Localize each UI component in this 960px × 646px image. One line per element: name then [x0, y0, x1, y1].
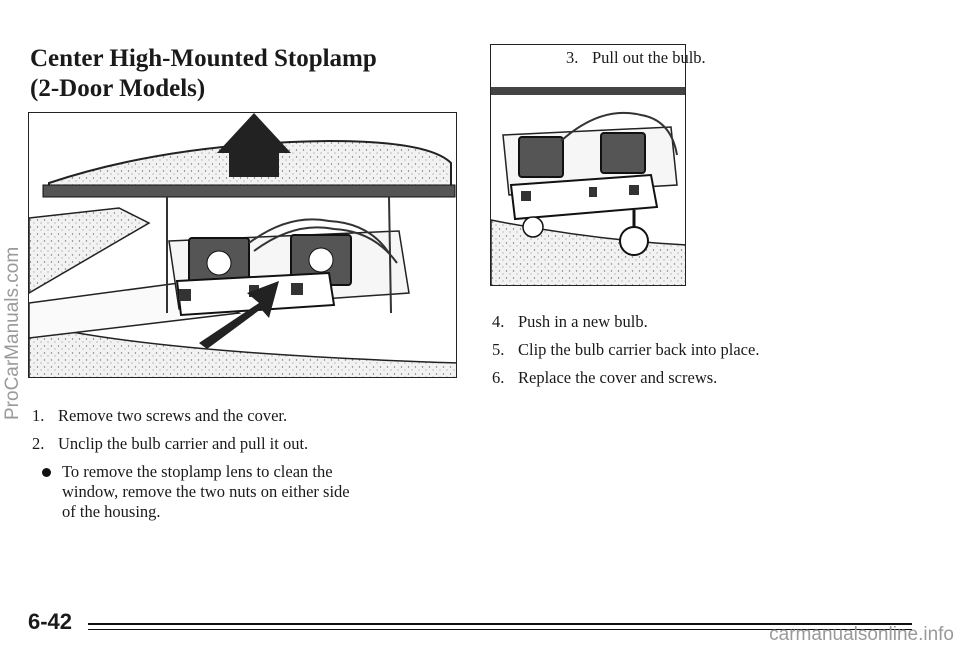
section-title — [30, 44, 377, 104]
bullet-line-3: of the housing. — [62, 502, 161, 521]
step-number: 2. — [32, 434, 45, 453]
step-number: 6. — [492, 368, 505, 387]
bulb-detail-illustration — [490, 44, 686, 286]
bullet-icon — [42, 468, 51, 477]
step-text: Clip the bulb carrier back into place. — [518, 340, 760, 359]
side-watermark: ProCarManuals.com — [2, 246, 23, 420]
step-text: Pull out the bulb. — [592, 48, 706, 67]
title-line-1: Center High-Mounted Stoplamp — [30, 45, 377, 72]
step-number: 1. — [32, 406, 45, 425]
step-5 — [492, 340, 759, 360]
step-text: Remove two screws and the cover. — [58, 406, 288, 425]
step-text: Unclip the bulb carrier and pull it out. — [58, 434, 309, 453]
step-4 — [492, 312, 648, 332]
step-text: Replace the cover and screws. — [518, 368, 718, 387]
step-number: 5. — [492, 340, 505, 359]
page-number: 6-42 — [28, 609, 73, 634]
step-1 — [32, 406, 287, 426]
title-line-2: (2-Door Models) — [30, 75, 206, 102]
step-3 — [566, 48, 706, 68]
bottom-watermark: carmanualsonline.info — [769, 624, 954, 645]
bullet-text — [62, 462, 422, 522]
stoplamp-illustration — [28, 112, 457, 378]
step-number: 4. — [492, 312, 505, 331]
step-6 — [492, 368, 717, 388]
step-2 — [32, 434, 308, 454]
step-text: Push in a new bulb. — [518, 312, 648, 331]
bullet-line-1: To remove the stoplamp lens to clean the — [62, 462, 333, 481]
bullet-line-2: window, remove the two nuts on either side — [62, 482, 350, 501]
step-number: 3. — [566, 48, 579, 67]
